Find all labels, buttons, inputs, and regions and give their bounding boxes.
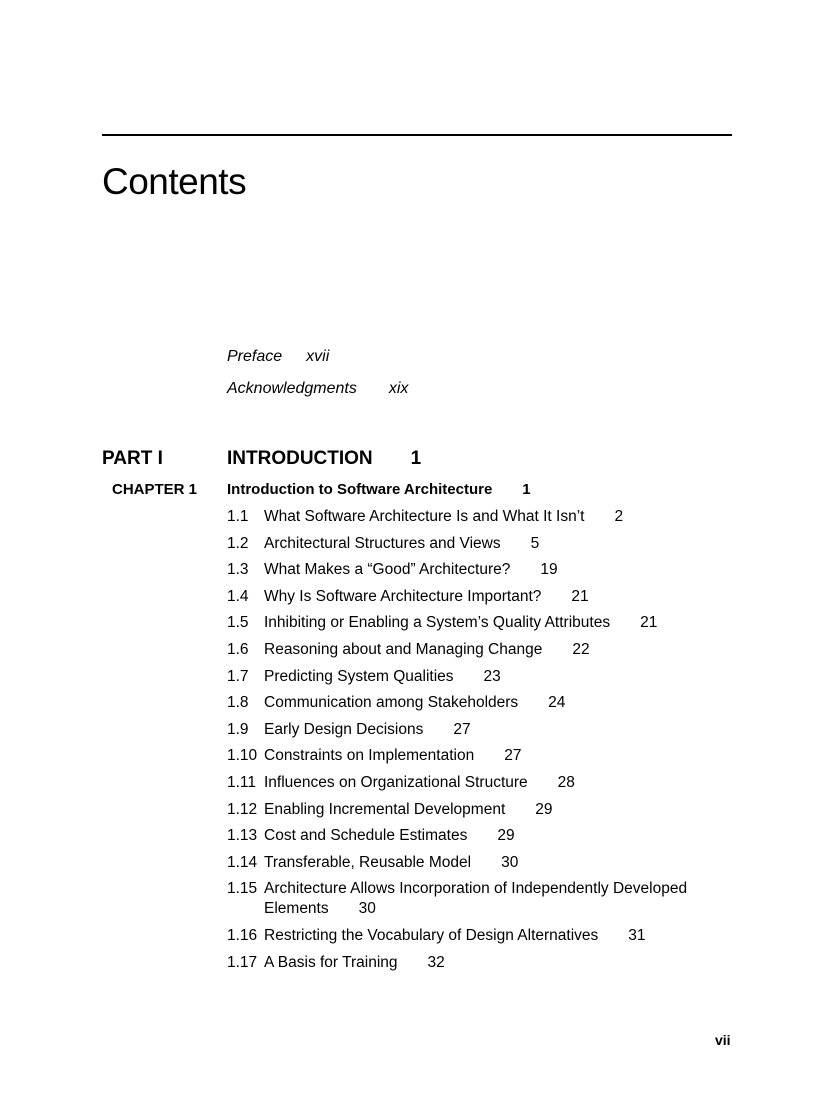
section-page: 30 (501, 853, 519, 871)
toc-section-entry[interactable] (227, 826, 737, 846)
section-page: 31 (628, 926, 646, 944)
section-number: 1.7 (227, 667, 249, 685)
section-number: 1.6 (227, 640, 249, 658)
section-number: 1.17 (227, 953, 258, 971)
section-page: 5 (530, 534, 540, 552)
toc-section-entry[interactable] (227, 926, 737, 946)
toc-section-entry[interactable] (227, 853, 737, 873)
chapter-label: CHAPTER 1 (112, 481, 198, 498)
section-page: 29 (535, 800, 553, 818)
section-title: Architecture Allows Incorporation of Independently Developed Elements (264, 880, 688, 918)
section-page: 27 (453, 720, 471, 738)
front-matter-page: xix (388, 380, 409, 397)
section-title: Influences on Organizational Structure (264, 773, 528, 791)
section-page: 24 (548, 694, 566, 712)
toc-section-entry[interactable] (227, 693, 737, 713)
section-page: 23 (483, 667, 501, 685)
part-page: 1 (410, 448, 422, 469)
section-title: What Software Architecture Is and What It Isn’t (264, 508, 585, 525)
section-number: 1.14 (227, 853, 258, 871)
section-title: Communication among Stakeholders (264, 694, 519, 712)
section-number: 1.5 (227, 614, 249, 632)
section-title: What Makes a “Good” Architecture? (264, 561, 511, 579)
front-matter-entry-preface[interactable] (227, 347, 329, 367)
section-title: Architectural Structures and Views (264, 534, 501, 552)
section-title: Predicting System Qualities (264, 667, 454, 685)
page-title: Contents (102, 161, 247, 202)
chapter-entry[interactable] (227, 480, 531, 500)
toc-section-entry[interactable] (227, 587, 737, 607)
chapter-page: 1 (522, 481, 531, 498)
toc-section-entry[interactable] (227, 800, 737, 820)
section-title: Transferable, Reusable Model (264, 853, 472, 871)
part-entry[interactable] (227, 447, 421, 471)
front-matter-page: xvii (306, 348, 330, 365)
section-number: 1.12 (227, 800, 258, 818)
section-title: Reasoning about and Managing Change (264, 640, 543, 658)
section-list (227, 507, 737, 979)
section-number: 1.9 (227, 720, 249, 738)
section-page: 28 (557, 773, 575, 791)
toc-section-entry[interactable] (227, 507, 737, 527)
section-title: Why Is Software Architecture Important? (264, 587, 542, 605)
section-number: 1.10 (227, 747, 258, 765)
section-title: A Basis for Training (264, 953, 398, 971)
section-page: 19 (540, 561, 558, 579)
section-number: 1.3 (227, 561, 249, 579)
section-number: 1.8 (227, 694, 249, 712)
section-title: Restricting the Vocabulary of Design Alternatives (264, 926, 599, 944)
section-number: 1.13 (227, 827, 258, 845)
section-title: Inhibiting or Enabling a System’s Quality Attributes (264, 614, 611, 632)
section-page: 29 (497, 827, 515, 845)
toc-section-entry[interactable] (227, 953, 737, 973)
title-rule (102, 134, 732, 136)
toc-section-entry[interactable] (227, 773, 737, 793)
section-title: Enabling Incremental Development (264, 800, 506, 818)
section-number: 1.16 (227, 926, 258, 944)
section-page: 27 (504, 747, 522, 765)
toc-section-entry[interactable] (227, 667, 737, 687)
page-number: vii (715, 1032, 731, 1048)
part-title: INTRODUCTION (227, 448, 373, 469)
section-page: 30 (358, 900, 376, 918)
part-label: PART I (102, 448, 163, 469)
section-page: 21 (640, 614, 658, 632)
toc-section-entry[interactable] (227, 640, 737, 660)
toc-section-entry[interactable] (227, 746, 737, 766)
chapter-title: Introduction to Software Architecture (227, 481, 493, 498)
section-number: 1.15 (227, 880, 258, 898)
section-number: 1.1 (227, 508, 249, 525)
section-number: 1.11 (227, 773, 257, 791)
front-matter-title: Preface (227, 348, 283, 365)
front-matter-entry-acknowledgments[interactable] (227, 379, 408, 399)
section-page: 32 (427, 953, 445, 971)
section-page: 21 (571, 587, 589, 605)
section-number: 1.4 (227, 587, 249, 605)
toc-section-entry[interactable] (227, 879, 737, 919)
toc-section-entry[interactable] (227, 534, 737, 554)
section-page: 22 (572, 640, 590, 658)
front-matter-title: Acknowledgments (227, 380, 357, 397)
toc-section-entry[interactable] (227, 720, 737, 740)
section-title: Early Design Decisions (264, 720, 424, 738)
section-title: Constraints on Implementation (264, 747, 475, 765)
toc-section-entry[interactable] (227, 560, 737, 580)
toc-section-entry[interactable] (227, 613, 737, 633)
section-title: Cost and Schedule Estimates (264, 827, 468, 845)
section-number: 1.2 (227, 534, 249, 552)
section-page: 2 (614, 508, 624, 525)
